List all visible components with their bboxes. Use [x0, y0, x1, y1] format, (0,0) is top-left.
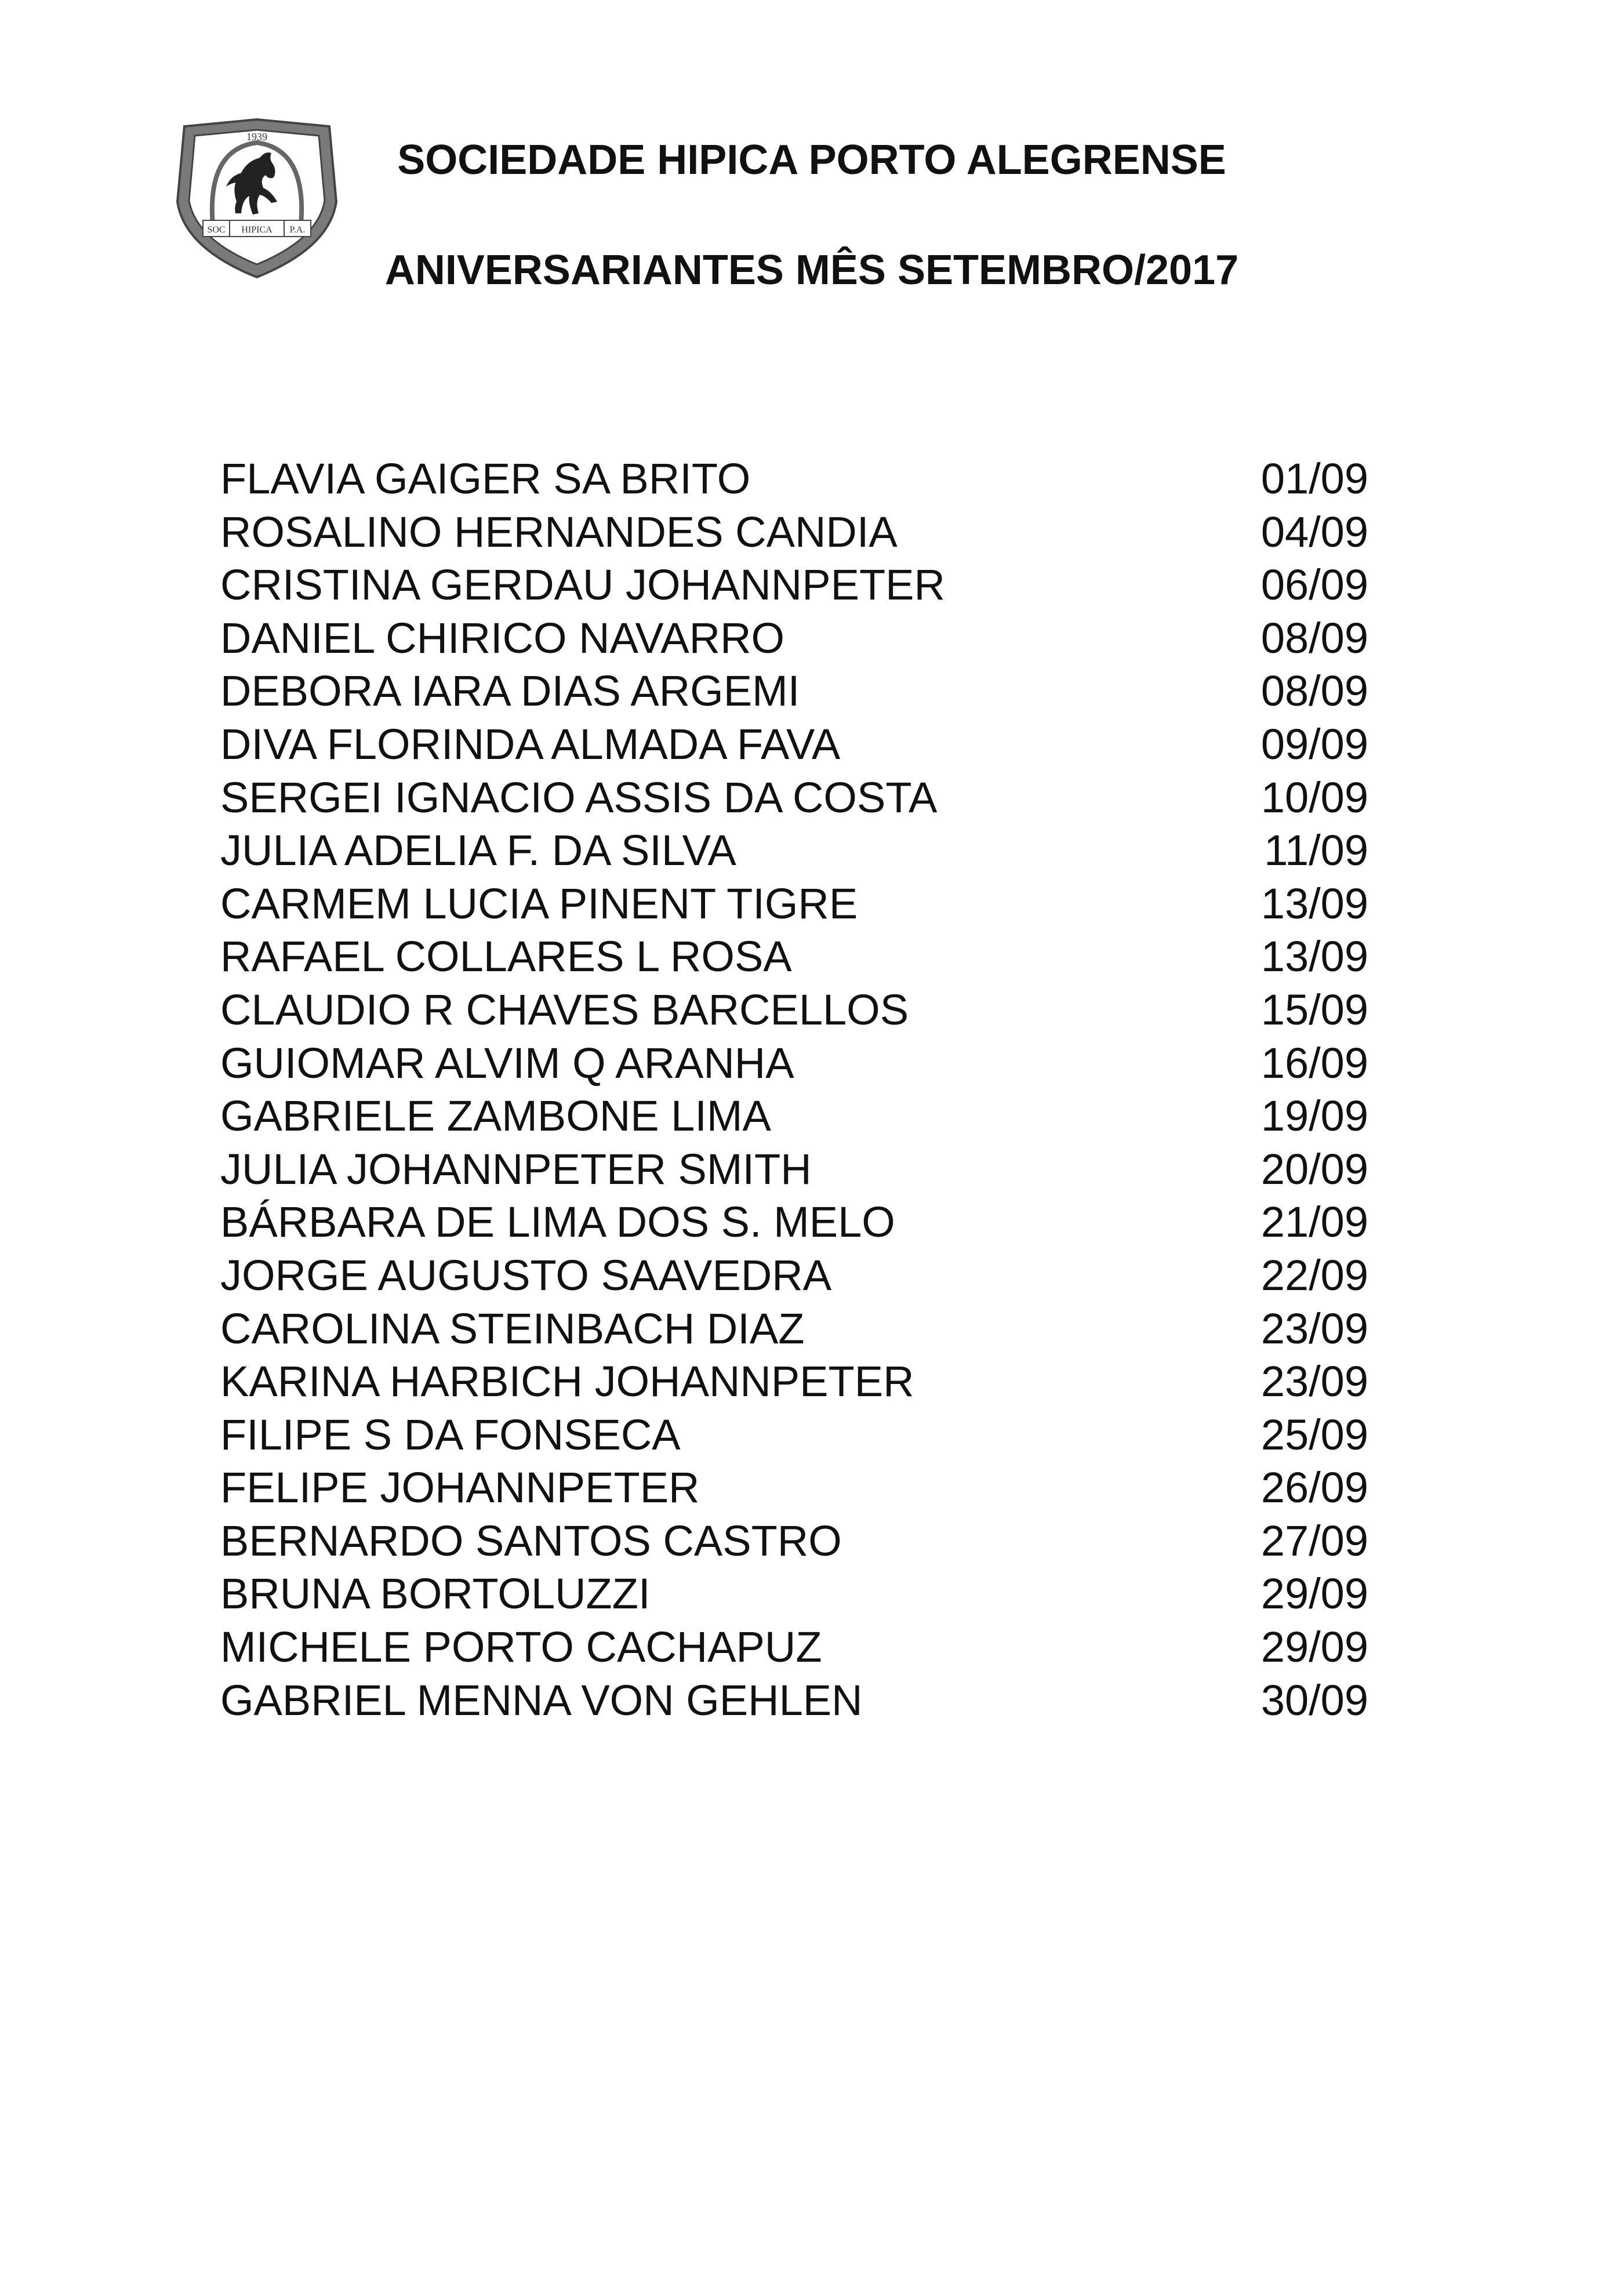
birthday-date: 20/09	[1260, 1145, 1368, 1193]
list-item	[220, 771, 1374, 824]
birthday-date: 16/09	[1260, 1038, 1368, 1087]
member-name: CARMEM LUCIA PINENT TIGRE	[220, 879, 858, 928]
birthday-date: 29/09	[1260, 1570, 1368, 1618]
list-item	[220, 1037, 1374, 1090]
member-name: CAROLINA STEINBACH DIAZ	[220, 1304, 805, 1353]
member-name: DEBORA IARA DIAS ARGEMI	[220, 667, 800, 715]
organization-name: SOCIEDADE HIPICA PORTO ALEGRENSE	[397, 137, 1226, 183]
page-title: ANIVERSARIANTES MÊS SETEMBRO/2017	[384, 247, 1239, 293]
member-name: FLAVIA GAIGER SA BRITO	[220, 455, 751, 503]
logo-text-left: SOC	[207, 225, 226, 235]
birthday-date: 08/09	[1260, 667, 1368, 715]
birthday-date: 01/09	[1260, 455, 1368, 503]
member-name: DIVA FLORINDA ALMADA FAVA	[220, 720, 841, 768]
list-item	[220, 1196, 1374, 1249]
birthday-date: 23/09	[1260, 1357, 1368, 1406]
list-item	[220, 824, 1374, 877]
member-name: BRUNA BORTOLUZZI	[220, 1570, 651, 1618]
list-item	[220, 1674, 1374, 1727]
member-name: GABRIEL MENNA VON GEHLEN	[220, 1676, 863, 1724]
list-item	[220, 1143, 1374, 1196]
logo-text-center: HIPICA	[241, 225, 273, 235]
list-item	[220, 1249, 1374, 1302]
birthday-date: 13/09	[1260, 879, 1368, 928]
member-name: GUIOMAR ALVIM Q ARANHA	[220, 1038, 794, 1087]
member-name: BÁRBARA DE LIMA DOS S. MELO	[220, 1198, 895, 1247]
logo-text-right: P.A.	[289, 225, 306, 235]
member-name: JORGE AUGUSTO SAAVEDRA	[220, 1251, 832, 1299]
birthday-date: 25/09	[1260, 1410, 1368, 1459]
horse-shield-crest-icon	[173, 115, 341, 280]
member-name: SERGEI IGNACIO ASSIS DA COSTA	[220, 773, 938, 822]
member-name: ROSALINO HERNANDES CANDIA	[220, 507, 898, 556]
member-name: JULIA JOHANNPETER SMITH	[220, 1145, 812, 1193]
member-name: MICHELE PORTO CACHAPUZ	[220, 1623, 822, 1672]
birthday-date: 19/09	[1260, 1092, 1368, 1140]
list-item	[220, 1355, 1374, 1408]
list-item	[220, 1302, 1374, 1356]
list-item	[220, 452, 1374, 506]
birthday-date: 13/09	[1260, 932, 1368, 981]
list-item	[220, 1567, 1374, 1621]
birthday-date: 30/09	[1260, 1676, 1368, 1724]
birthday-date: 26/09	[1260, 1463, 1368, 1512]
member-name: RAFAEL COLLARES L ROSA	[220, 932, 792, 981]
birthday-date: 27/09	[1260, 1516, 1368, 1565]
member-name: GABRIELE ZAMBONE LIMA	[220, 1092, 771, 1140]
birthday-date: 21/09	[1260, 1198, 1368, 1247]
birthday-list	[220, 452, 1374, 1727]
birthday-date: 08/09	[1260, 613, 1368, 662]
member-name: JULIA ADELIA F. DA SILVA	[220, 826, 736, 875]
member-name: DANIEL CHIRICO NAVARRO	[220, 613, 785, 662]
member-name: FILIPE S DA FONSECA	[220, 1410, 681, 1459]
birthday-date: 06/09	[1260, 561, 1368, 609]
list-item	[220, 718, 1374, 771]
list-item	[220, 1408, 1374, 1462]
list-item	[220, 1621, 1374, 1674]
list-item	[220, 1461, 1374, 1514]
member-name: BERNARDO SANTOS CASTRO	[220, 1516, 842, 1565]
birthday-date: 04/09	[1260, 507, 1368, 556]
list-item	[220, 1089, 1374, 1143]
birthday-date: 29/09	[1260, 1623, 1368, 1672]
birthday-date: 15/09	[1260, 985, 1368, 1034]
birthday-date: 23/09	[1260, 1304, 1368, 1353]
member-name: CLAUDIO R CHAVES BARCELLOS	[220, 985, 909, 1034]
birthday-date: 10/09	[1260, 773, 1368, 822]
club-logo	[173, 115, 341, 280]
list-item	[220, 558, 1374, 612]
list-item	[220, 612, 1374, 665]
member-name: CRISTINA GERDAU JOHANNPETER	[220, 561, 945, 609]
logo-year: 1939	[246, 131, 267, 143]
birthday-date: 22/09	[1260, 1251, 1368, 1299]
list-item	[220, 1514, 1374, 1568]
list-item	[220, 506, 1374, 559]
member-name: KARINA HARBICH JOHANNPETER	[220, 1357, 914, 1406]
list-item	[220, 930, 1374, 983]
birthday-date: 09/09	[1260, 720, 1368, 768]
list-item	[220, 983, 1374, 1037]
list-item	[220, 877, 1374, 931]
birthday-date: 11/09	[1264, 826, 1368, 875]
list-item	[220, 664, 1374, 718]
member-name: FELIPE JOHANNPETER	[220, 1463, 700, 1512]
